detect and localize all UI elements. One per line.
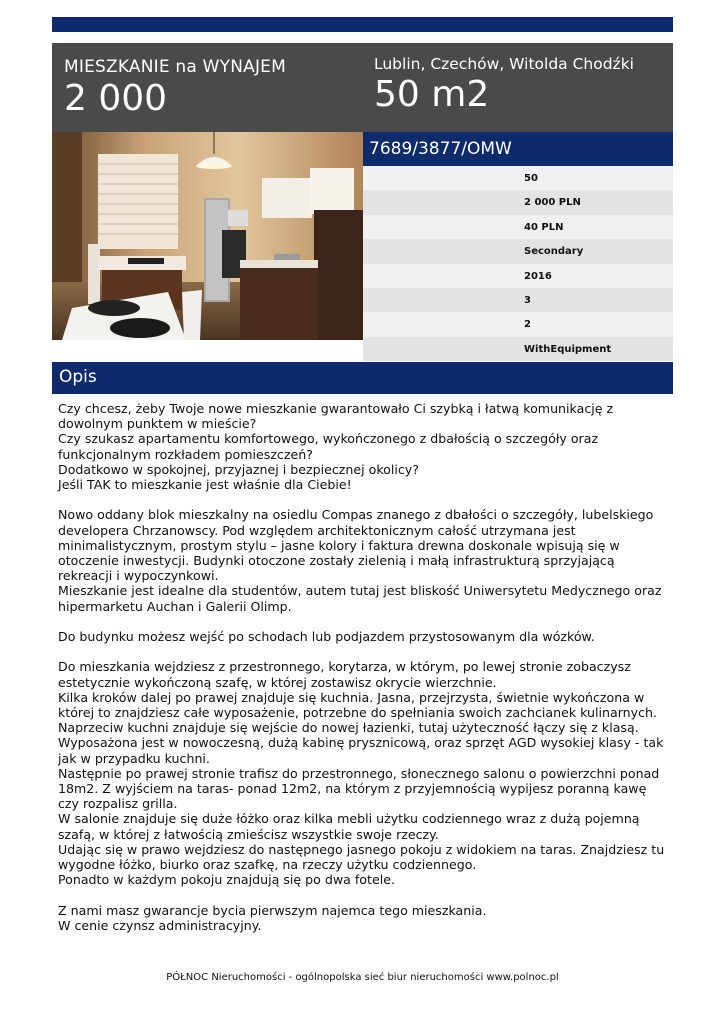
description-heading: Opis <box>52 362 673 394</box>
description-paragraph: Naprzeciw kuchni znajduje się wejście do nowej łazienki, tutaj użyteczność łączy się z klasą. <box>58 720 639 736</box>
param-row: 2 000 PLN <box>363 190 673 214</box>
description-paragraph: Wyposażona jest w nowoczesną, dużą kabinę prysznicową, oraz sprzęt AGD wysokiej klasy - tak jak w przypadku kuchni. <box>58 735 664 766</box>
description-paragraph: Ponadto w każdym pokoju znajdują się po dwa fotele. <box>58 872 395 888</box>
offer-area: 50 m2 <box>374 74 490 115</box>
param-row: 3 <box>363 288 673 312</box>
description-paragraph: W cenie czynsz administracyjny. <box>58 917 262 933</box>
offer-type: MIESZKANIE na WYNAJEM <box>64 57 286 77</box>
param-row: 2016 <box>363 264 673 288</box>
parameters-table <box>363 166 673 361</box>
offer-price: 2 000 <box>64 78 168 119</box>
param-row: 2 <box>363 312 673 336</box>
paragraph-gap <box>58 614 670 629</box>
top-accent-bar <box>52 17 673 32</box>
param-row: 50 <box>363 166 673 190</box>
param-row: WithEquipment <box>363 337 673 361</box>
description-paragraph: Czy chcesz, żeby Twoje nowe mieszkanie gwarantowało Ci szybką i łatwą komunikację z dowolnym punktem w mieście? <box>58 401 614 432</box>
listing-header <box>52 43 673 132</box>
description-paragraph: Czy szukasz apartamentu komfortowego, wykończonego z dbałością o szczegóły oraz funkcjonalnym rozkładem pomieszczeń? <box>58 431 599 462</box>
description-text <box>58 401 670 933</box>
param-row: Secondary <box>363 239 673 263</box>
description-paragraph: Kilka kroków dalej po prawej znajduje się kuchnia. Jasna, przejrzysta, świetnie wykończona w której to znajdziesz całe wyposażenie, potrzebne do spełniania swoich zachcianek kulinarnych. <box>58 689 658 721</box>
footer-text: PÓŁNOC Nieruchomości - ogólnopolska sieć biur nieruchomości www.polnoc.pl <box>166 972 559 983</box>
paragraph-gap <box>58 492 670 507</box>
param-row: 40 PLN <box>363 215 673 239</box>
description-paragraph: Z nami masz gwarancje bycia pierwszym najemca tego mieszkania. <box>58 902 487 918</box>
paragraph-gap <box>58 644 670 659</box>
reference-number: 7689/3877/OMW <box>363 132 673 166</box>
description-paragraph: W salonie znajduje się duże łóżko oraz kilka mebli użytku codziennego wraz z dużą pojemną szafą, w której z łatwością zmieścisz wszystkie swoje rzeczy. <box>58 811 640 842</box>
paragraph-gap <box>58 887 670 902</box>
description-paragraph: Do mieszkania wejdziesz z przestronnego, korytarza, w którym, po lewej stronie zobaczysz estetycznie wykończoną szafę, w której zostawisz okrycie wierzchnie. <box>58 659 631 690</box>
description-paragraph: Mieszkanie jest idealne dla studentów, autem tutaj jest bliskość Uniwersytetu Medycznego oraz hipermarketu Auchan i Galerii Olimp. <box>58 583 662 614</box>
offer-location: Lublin, Czechów, Witolda Chodźki <box>374 55 634 73</box>
description-paragraph: Jeśli TAK to mieszkanie jest właśnie dla Ciebie! <box>58 477 352 493</box>
description-paragraph: Nowo oddany blok mieszkalny na osiedlu Compas znanego z dbałości o szczegóły, lubelskiego developera Chrzanowscy. Pod względem architektonicznym całość utrzymana jest minimalistycznym, prostym stylu – jasne kolory i faktura drewna doskonale wpisują się w otoczenie inwestycji. Budynki otoczone zostały zielenią i małą infrastrukturą sprzyjającą rekreacji i wypoczynkowi. <box>58 507 654 584</box>
kitchen-photo <box>52 132 363 340</box>
description-paragraph: Do budynku możesz wejść po schodach lub podjazdem przystosowanym dla wózków. <box>58 629 595 645</box>
description-paragraph: Udając się w prawo wejdziesz do następnego jasnego pokoju z widokiem na taras. Znajdziesz tu wygodne łóżko, biurko oraz szafkę, na rzeczy użytku codziennego. <box>58 841 665 873</box>
description-paragraph: Dodatkowo w spokojnej, przyjaznej i bezpiecznej okolicy? <box>58 461 419 477</box>
description-paragraph: Następnie po prawej stronie trafisz do przestronnego, słonecznego salonu o powierzchni ponad 18m2. Z wyjściem na taras- ponad 12m2, na którym z przyjemnością wypijesz poranną kawę czy rozpalisz grilla. <box>58 765 660 812</box>
